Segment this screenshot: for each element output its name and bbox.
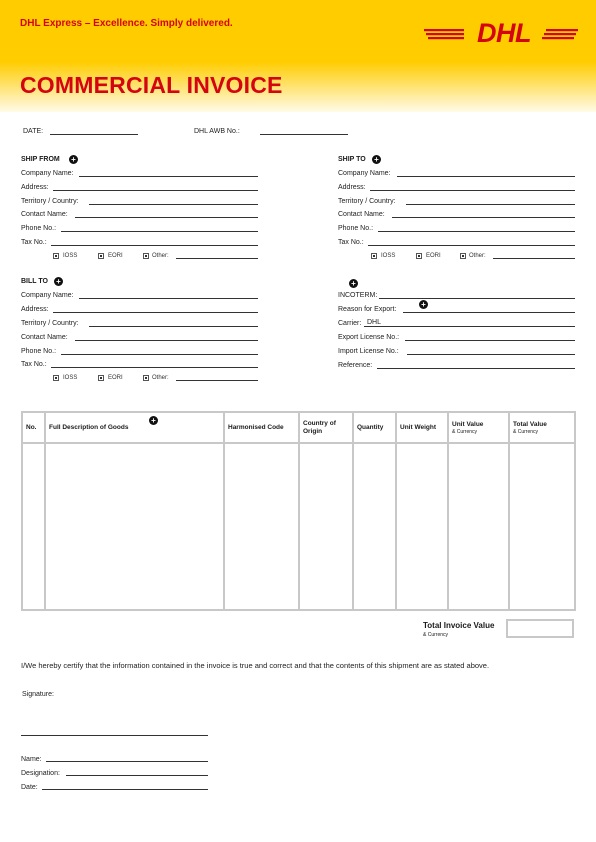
tagline: DHL Express – Excellence. Simply delivered. (20, 18, 233, 29)
ship-to-tax-field[interactable] (368, 245, 575, 246)
header-banner (0, 0, 596, 112)
col-unit-weight: Unit Weight (396, 412, 448, 443)
reason-info-icon[interactable]: + (419, 300, 428, 309)
ship-from-contact-field[interactable] (75, 217, 258, 218)
ship-from-heading: SHIP FROM (21, 156, 60, 163)
export-license-label: Export License No.: (338, 334, 400, 341)
date-label: DATE: (23, 128, 44, 135)
cell-no[interactable] (22, 443, 45, 610)
ship-from-ioss-checkbox[interactable] (53, 253, 59, 259)
description-info-icon[interactable]: + (149, 416, 158, 425)
col-description: Full Description of Goods + (45, 412, 224, 443)
cell-quantity[interactable] (353, 443, 396, 610)
goods-header-row (22, 412, 575, 443)
ship-to-company-field[interactable] (397, 176, 575, 177)
bill-to-country-field[interactable] (89, 326, 258, 327)
ship-to-other-field[interactable] (493, 258, 575, 259)
cell-total-value[interactable] (509, 443, 575, 610)
name-field[interactable] (46, 761, 208, 762)
ship-from-add-icon[interactable]: + (69, 155, 78, 164)
cell-harmonised-code[interactable] (224, 443, 299, 610)
reason-field[interactable] (403, 312, 575, 313)
sign-date-label: Date: (21, 784, 38, 791)
bill-to-eori-checkbox[interactable] (98, 375, 104, 381)
ship-to-eori-label: EORI (426, 253, 441, 259)
ship-to-address-field[interactable] (370, 190, 575, 191)
ship-from-phone-label: Phone No.: (21, 225, 57, 232)
ship-from-other-label: Other: (152, 253, 169, 259)
bill-to-other-label: Other: (152, 375, 169, 381)
total-invoice-sub: & Currency (423, 632, 449, 638)
bill-to-ioss-checkbox[interactable] (53, 375, 59, 381)
col-quantity: Quantity (353, 412, 396, 443)
page-title: COMMERCIAL INVOICE (20, 72, 283, 98)
col-total-value: Total Value & Currency (509, 412, 575, 443)
designation-label: Designation: (21, 770, 60, 777)
bill-to-phone-field[interactable] (61, 354, 258, 355)
signature-label: Signature: (22, 691, 54, 698)
ship-to-contact-field[interactable] (392, 217, 575, 218)
cell-unit-weight[interactable] (396, 443, 448, 610)
ship-from-country-field[interactable] (89, 204, 258, 205)
awb-field[interactable] (260, 134, 348, 135)
col-unit-value: Unit Value & Currency (448, 412, 509, 443)
ship-from-eori-checkbox[interactable] (98, 253, 104, 259)
bill-to-other-field[interactable] (176, 380, 258, 381)
ship-to-contact-label: Contact Name: (338, 211, 385, 218)
certification-text: I/We hereby certify that the information contained in the invoice is true and correct and that the contents of this shipment are as stated above. (21, 661, 490, 670)
bill-to-contact-label: Contact Name: (21, 334, 68, 341)
ship-to-other-checkbox[interactable] (460, 253, 466, 259)
ship-from-tax-field[interactable] (51, 245, 258, 246)
ship-from-eori-label: EORI (108, 253, 123, 259)
sign-date-field[interactable] (42, 789, 208, 790)
cell-country-of-origin[interactable] (299, 443, 353, 610)
bill-to-contact-field[interactable] (75, 340, 258, 341)
cell-description[interactable] (45, 443, 224, 610)
col-no: No. (22, 412, 45, 443)
ship-from-phone-field[interactable] (61, 231, 258, 232)
ship-from-address-field[interactable] (53, 190, 258, 191)
import-license-label: Import License No.: (338, 348, 399, 355)
bill-to-address-label: Address: (21, 306, 49, 313)
incoterm-info-icon[interactable]: + (349, 279, 358, 288)
ship-to-tax-label: Tax No.: (338, 239, 364, 246)
designation-field[interactable] (66, 775, 208, 776)
ship-from-address-label: Address: (21, 184, 49, 191)
ship-from-company-field[interactable] (79, 176, 258, 177)
carrier-value: DHL (367, 319, 382, 326)
bill-to-ioss-label: IOSS (63, 375, 78, 381)
goods-entry-row[interactable] (22, 443, 575, 610)
bill-to-other-checkbox[interactable] (143, 375, 149, 381)
ship-to-country-field[interactable] (406, 204, 575, 205)
bill-to-phone-label: Phone No.: (21, 348, 57, 355)
bill-to-company-field[interactable] (79, 298, 258, 299)
total-invoice-field[interactable] (506, 619, 574, 638)
incoterm-label: INCOTERM: (338, 292, 378, 299)
ship-to-ioss-label: IOSS (381, 253, 396, 259)
ship-to-phone-label: Phone No.: (338, 225, 374, 232)
ship-to-country-label: Territory / Country: (338, 198, 396, 205)
bill-to-company-label: Company Name: (21, 292, 74, 299)
bill-to-tax-label: Tax No.: (21, 361, 47, 368)
bill-to-tax-field[interactable] (51, 367, 258, 368)
name-label: Name: (21, 756, 42, 763)
ship-from-other-field[interactable] (176, 258, 258, 259)
incoterm-field[interactable] (379, 298, 575, 299)
reference-field[interactable] (377, 368, 575, 369)
date-field[interactable] (50, 134, 138, 135)
ship-from-tax-label: Tax No.: (21, 239, 47, 246)
awb-label: DHL AWB No.: (194, 128, 240, 135)
ship-from-other-checkbox[interactable] (143, 253, 149, 259)
ship-to-add-icon[interactable]: + (372, 155, 381, 164)
bill-to-country-label: Territory / Country: (21, 320, 79, 327)
bill-to-eori-label: EORI (108, 375, 123, 381)
ship-to-company-label: Company Name: (338, 170, 391, 177)
ship-to-heading: SHIP TO (338, 156, 366, 163)
carrier-field[interactable] (364, 326, 575, 327)
ship-from-company-label: Company Name: (21, 170, 74, 177)
col-harmonised-code: Harmonised Code (224, 412, 299, 443)
bill-to-heading: BILL TO (21, 278, 48, 285)
ship-to-other-label: Other: (469, 253, 486, 259)
cell-unit-value[interactable] (448, 443, 509, 610)
carrier-label: Carrier: (338, 320, 362, 327)
total-invoice-label: Total Invoice Value (423, 621, 495, 630)
signature-field[interactable] (21, 735, 208, 736)
ship-from-ioss-label: IOSS (63, 253, 78, 259)
ship-from-contact-label: Contact Name: (21, 211, 68, 218)
ship-to-eori-checkbox[interactable] (416, 253, 422, 259)
dhl-logo-text: DHL (477, 18, 531, 47)
bill-to-add-icon[interactable]: + (54, 277, 63, 286)
reason-label: Reason for Export: (338, 306, 397, 313)
ship-from-country-label: Territory / Country: (21, 198, 79, 205)
reference-label: Reference: (338, 362, 373, 369)
ship-to-ioss-checkbox[interactable] (371, 253, 377, 259)
export-license-field[interactable] (405, 340, 575, 341)
col-country-of-origin: Country of Origin (299, 412, 353, 443)
bill-to-address-field[interactable] (53, 312, 258, 313)
ship-to-phone-field[interactable] (378, 231, 575, 232)
goods-table (21, 411, 576, 611)
import-license-field[interactable] (407, 354, 575, 355)
dhl-logo (424, 17, 578, 47)
ship-to-address-label: Address: (338, 184, 366, 191)
